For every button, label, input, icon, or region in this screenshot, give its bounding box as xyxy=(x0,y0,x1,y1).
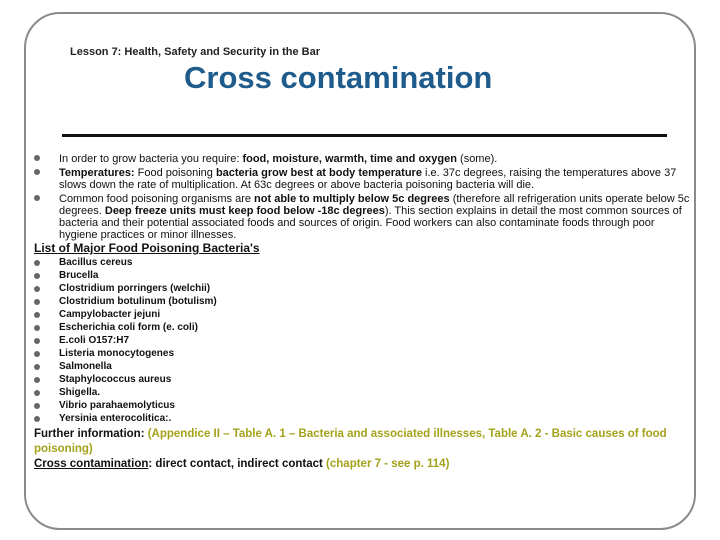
bullet-icon xyxy=(34,155,40,161)
list-item: Clostridium botulinum (botulism) xyxy=(34,295,217,308)
list-item: Vibrio parahaemolyticus xyxy=(34,399,217,412)
bullet-icon xyxy=(34,260,40,266)
intro-item-organisms: Common food poisoning organisms are not able to multiply below 5c degrees (therefore all refrigeration units operate below 5c degrees. Deep freeze units must keep food below -18c degrees). This section explains in detail the most common sources of bacteria and their potential associated foods and sources of origin. Food workers can also contaminate foods through poor hygiene practices or minor illnesses. xyxy=(34,193,694,241)
bullet-icon xyxy=(34,312,40,318)
bullet-icon xyxy=(34,299,40,305)
bullet-icon xyxy=(34,416,40,422)
list-item: Staphylococcus aureus xyxy=(34,373,217,386)
slide-title: Cross contamination xyxy=(184,60,493,95)
bullet-icon xyxy=(34,364,40,370)
bullet-icon xyxy=(34,390,40,396)
intro-item-growth: In order to grow bacteria you require: food, moisture, warmth, time and oxygen (some). xyxy=(34,153,694,165)
list-item: Listeria monocytogenes xyxy=(34,347,217,360)
list-item: Yersinia enterocolitica:. xyxy=(34,412,217,425)
list-item: Bacillus cereus xyxy=(34,256,217,269)
bullet-icon xyxy=(34,286,40,292)
bullet-icon xyxy=(34,377,40,383)
intro-list xyxy=(34,153,694,243)
lesson-header: Lesson 7: Health, Safety and Security in the Bar xyxy=(70,46,321,58)
list-item: Shigella. xyxy=(34,386,217,399)
bullet-icon xyxy=(34,338,40,344)
bullet-icon xyxy=(34,325,40,331)
title-divider xyxy=(62,134,667,137)
bullet-icon xyxy=(34,351,40,357)
bacteria-list-heading: List of Major Food Poisoning Bacteria's xyxy=(34,241,260,255)
chapter-reference-link[interactable]: (chapter 7 - see p. 114) xyxy=(326,458,450,470)
bullet-icon xyxy=(34,273,40,279)
list-item: E.coli O157:H7 xyxy=(34,334,217,347)
list-item: Campylobacter jejuni xyxy=(34,308,217,321)
further-information: Further information: (Appendice II – Table A. 1 – Bacteria and associated illnesses, Table A. 2 - Basic causes of food poisoning) xyxy=(34,428,667,455)
list-item: Salmonella xyxy=(34,360,217,373)
bullet-icon xyxy=(34,403,40,409)
list-item: Brucella xyxy=(34,269,217,282)
cross-contamination-note: Cross contamination: direct contact, indirect contact (chapter 7 - see p. 114) xyxy=(34,458,450,470)
bullet-icon xyxy=(34,169,40,175)
list-item: Escherichia coli form (e. coli) xyxy=(34,321,217,334)
list-item: Clostridium porringers (welchii) xyxy=(34,282,217,295)
bullet-icon xyxy=(34,195,40,201)
intro-item-temperatures: Temperatures: Food poisoning bacteria grow best at body temperature i.e. 37c degrees, raising the temperatures above 37 slows down the rate of multiplication. At 63c degrees or above bacteria poisoning bacteria will die. xyxy=(34,167,694,191)
appendix-reference-link[interactable]: (Appendice II – Table A. 1 – Bacteria and associated illnesses, Table A. 2 - Basic causes of food poisoning) xyxy=(34,428,667,455)
bacteria-list xyxy=(34,256,217,425)
